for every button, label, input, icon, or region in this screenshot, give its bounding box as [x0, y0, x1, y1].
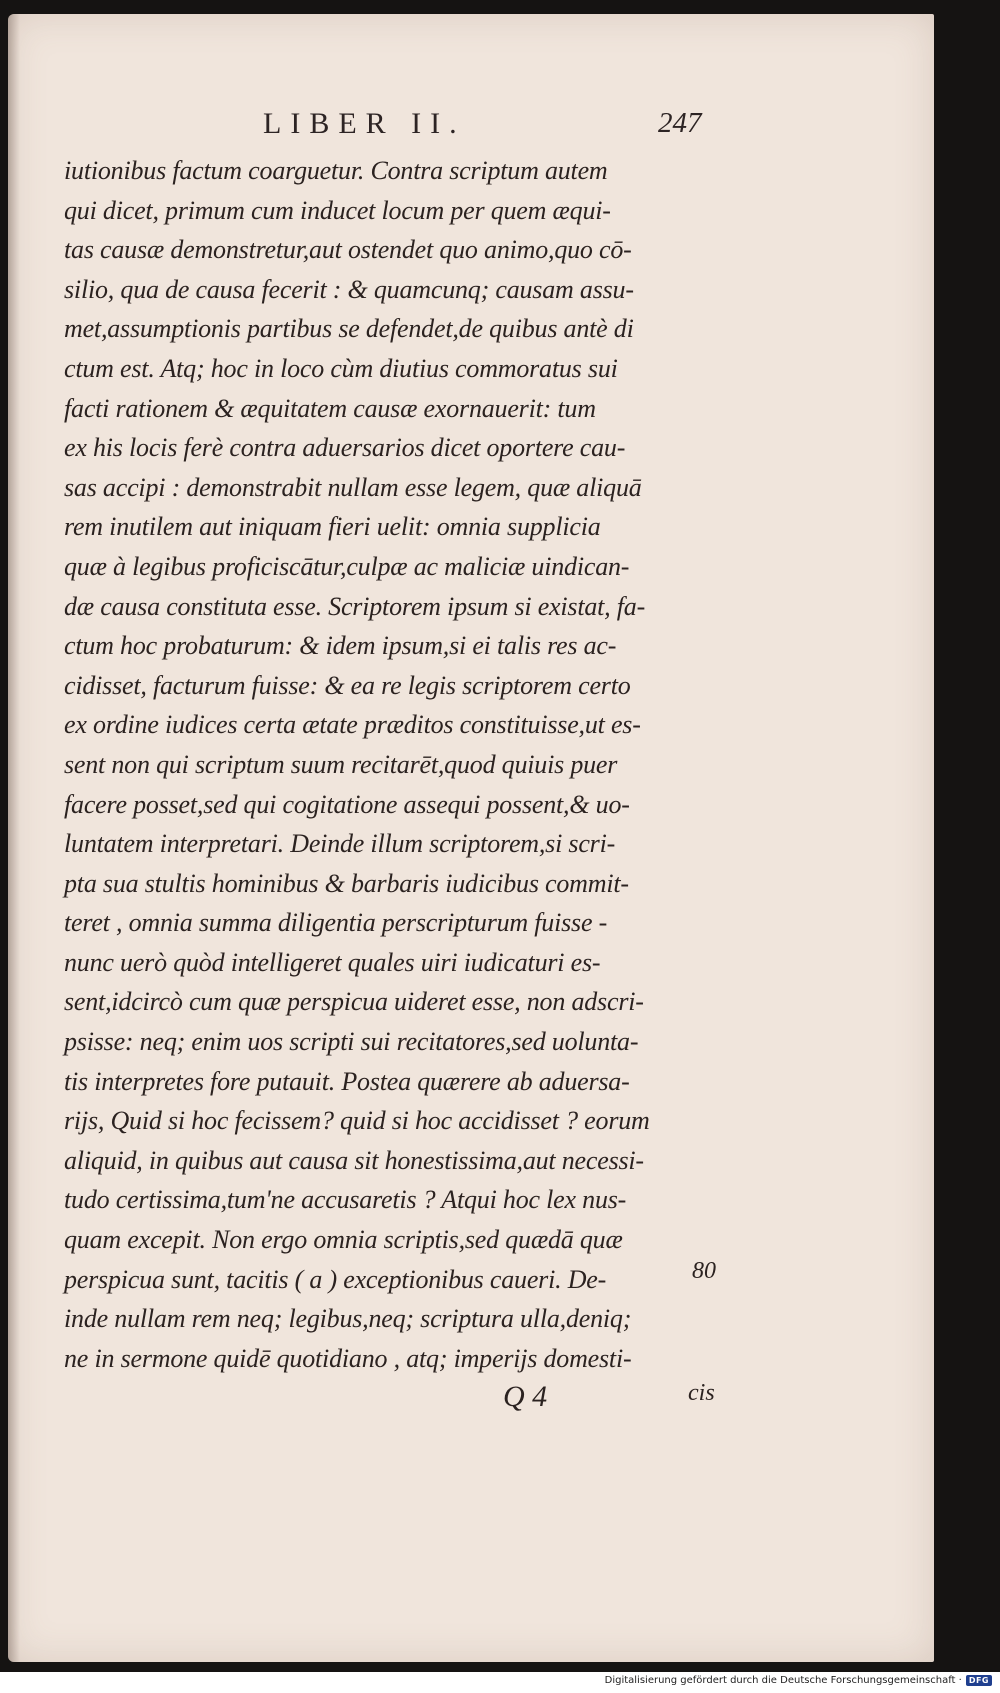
digitization-credit — [605, 1675, 992, 1686]
running-title: LIBER II. — [263, 107, 466, 140]
catchword: cis — [688, 1380, 715, 1406]
text-line: silio, qua de causa fecerit : & quamcunq; causam assu- — [64, 274, 634, 304]
text-line: psisse: neq; enim uos scripti sui recitatores,sed uolunta- — [64, 1027, 639, 1057]
text-line: sent,idcircò cum quæ perspicua uideret esse, non adscri- — [64, 987, 644, 1017]
text-line: ex ordine iudices certa ætate præditos constituisse,ut es- — [64, 710, 641, 740]
page-binding-edge — [8, 14, 20, 1662]
text-line: rijs, Quid si hoc fecissem? quid si hoc accidisset ? eorum — [64, 1106, 650, 1136]
text-line: tudo certissima,tum'ne accusaretis ? Atqui hoc lex nus- — [64, 1185, 627, 1215]
text-line: tas causæ demonstretur,aut ostendet quo animo,quo cō- — [64, 235, 632, 265]
text-line: ctum hoc probaturum: & idem ipsum,si ei talis res ac- — [64, 631, 617, 661]
signature-mark: Q 4 — [503, 1380, 548, 1413]
text-line: cidisset, facturum fuisse: & ea re legis scriptorem certo — [64, 670, 631, 700]
text-line: iutionibus factum coarguetur. Contra scriptum autem — [64, 156, 608, 185]
body-text — [64, 151, 734, 1378]
text-line: luntatem interpretari. Deinde illum scriptorem,si scri- — [64, 829, 616, 859]
text-line: perspicua sunt, tacitis ( a ) exceptionibus caueri. De- — [64, 1264, 607, 1294]
text-line: qui dicet, primum cum inducet locum per quem æqui- — [64, 195, 611, 225]
marginal-number: 80 — [692, 1258, 716, 1284]
text-line: teret , omnia summa diligentia perscripturum fuisse - — [64, 908, 608, 938]
text-line: tis interpretes fore putauit. Postea quærere ab aduersa- — [64, 1066, 630, 1096]
credit-text: Digitalisierung gefördert durch die Deutsche Forschungsgemeinschaft · — [604, 1675, 962, 1686]
text-line: sas accipi : demonstrabit nullam esse legem, quæ aliquā — [64, 472, 642, 502]
text-line: inde nullam rem neq; legibus,neq; scriptura ulla,deniq; — [64, 1304, 632, 1334]
running-head — [8, 107, 934, 147]
text-line: nunc uerò quòd intelligeret quales uiri iudicaturi es- — [64, 947, 601, 977]
text-line: facere posset,sed qui cogitatione assequi possent,& uo- — [64, 789, 630, 819]
text-line: ctum est. Atq; hoc in loco cùm diutius commoratus sui — [64, 353, 618, 383]
text-line: dæ causa constituta esse. Scriptorem ipsum si existat, fa- — [64, 591, 646, 621]
text-line: quam excepit. Non ergo omnia scriptis,sed quædā quæ — [64, 1225, 623, 1255]
text-line: aliquid, in quibus aut causa sit honestissima,aut necessi- — [64, 1145, 644, 1175]
text-line: met,assumptionis partibus se defendet,de quibus antè di — [64, 314, 634, 344]
text-line: sent non qui scriptum suum recitarēt,quod quiuis puer — [64, 749, 618, 779]
text-line: quæ à legibus proficiscātur,culpæ ac maliciæ uindican- — [64, 551, 630, 581]
dfg-logo: DFG — [966, 1675, 992, 1686]
text-line: ex his locis ferè contra aduersarios dicet oportere cau- — [64, 433, 626, 463]
text-line: ne in sermone quidē quotidiano , atq; imperijs domesti- — [64, 1343, 632, 1373]
folio-number: 247 — [658, 107, 702, 139]
text-line: facti rationem & æquitatem causæ exornauerit: tum — [64, 393, 596, 423]
text-line: pta sua stultis hominibus & barbaris iudicibus commit- — [64, 868, 629, 898]
text-line: rem inutilem aut iniquam fieri uelit: omnia supplicia — [64, 512, 601, 542]
book-page — [8, 14, 934, 1662]
